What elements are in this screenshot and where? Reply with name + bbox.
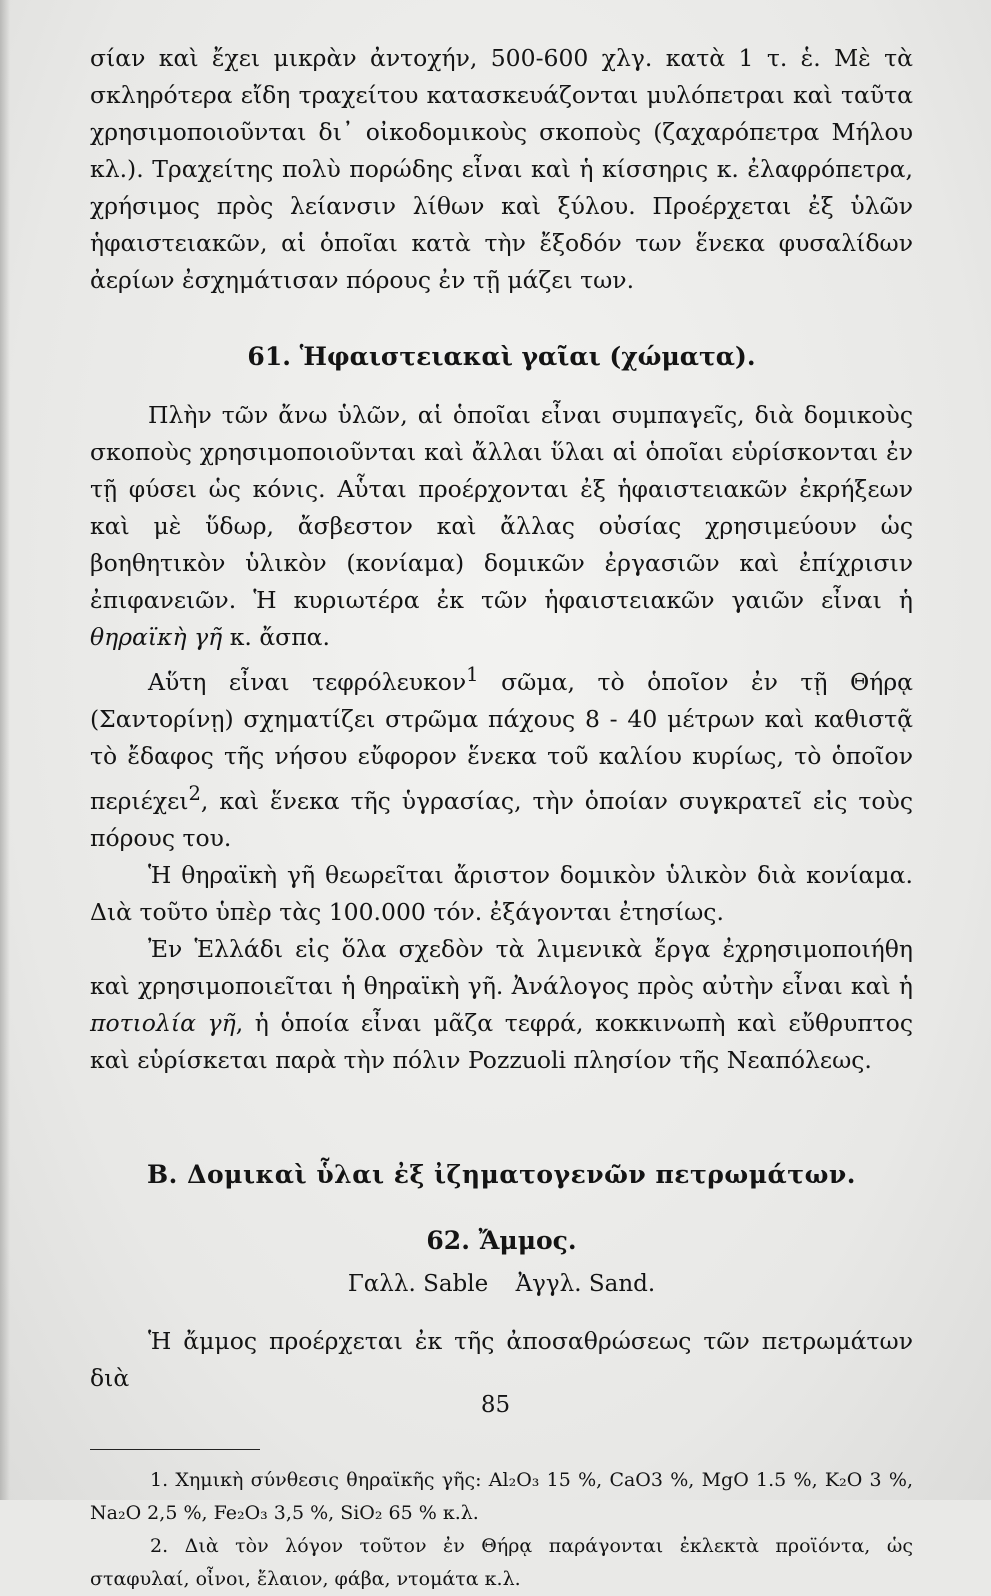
page-number: 85 bbox=[480, 1392, 511, 1418]
paragraph-building-material: Ἡ θηραϊκὴ γῆ θεωρεῖται ἄριστον δομικὸν ὑλικὸν διὰ κονίαμα. Διὰ τοῦτο ὑπὲρ τὰς 100.000 τόν. ἐξάγονται ἐτησίως. bbox=[90, 860, 913, 926]
translation-english: Ἀγγλ. Sand. bbox=[515, 1270, 656, 1297]
footnote-divider bbox=[90, 1449, 260, 1450]
paragraph-thera-composition: Αὕτη εἶναι τεφρόλευκον$^1$ σῶμα, τὸ ὁποῖον ἐν τῇ Θήρᾳ (Σαντορίνῃ) σχηματίζει στρῶμα πάχους 8 - 40 μέτρων καὶ καθιστᾷ τὸ ἔδαφος τῆς νήσου εὔφορον ἕνεκα τοῦ καλίου κυρίως, τὸ ὁποῖον περιέχει$^2$, καὶ ἕνεκα τῆς ὑγρασίας, τὴν ὁποίαν συγκρατεῖ εἰς τοὺς πόρους του. bbox=[90, 663, 913, 852]
paragraph-harbour-works: Ἐν Ἑλλάδι εἰς ὅλα σχεδὸν τὰ λιμενικὰ ἔργα ἐχρησιμοποιήθη καὶ χρησιμοποιεῖται ἡ θηραϊκὴ γῆ. Ἀνάλογος πρὸς αὐτὴν εἶναι καὶ ἡ ποτιολία γῆ, ἡ ὁποία εἶναι μᾶζα τεφρά, κοκκινωπὴ καὶ εὔθρυπτος καὶ εὑρίσκεται παρὰ τὴν πόλιν Pozzuoli πλησίον τῆς Νεαπόλεως. bbox=[90, 934, 913, 1074]
footnote-ref-2: 2 bbox=[188, 781, 201, 805]
term-pozzolana: ποτιολία γῆ bbox=[90, 1008, 236, 1037]
paragraph-volcanic-earths: Πλὴν τῶν ἄνω ὑλῶν, αἱ ὁποῖαι εἶναι συμπαγεῖς, διὰ δομικοὺς σκοποὺς χρησιμοποιοῦνται καὶ ἄλλαι ὕλαι αἱ ὁποῖαι εὑρίσκονται ἐν τῇ φύσει ὡς κόνις. Αὗται προέρχονται ἐξ ἡφαιστειακῶν ἐκρήξεων καὶ μὲ ὕδωρ, ἄσβεστον καὶ ἄλλας οὐσίας χρησιμεύουν ὡς βοηθητικὸν ὑλικὸν (κονίαμα) δομικῶν ἐργασιῶν καὶ ἐπίχρισιν ἐπιφανειῶν. Ἡ κυριωτέρα ἐκ τῶν ἡφαιστειακῶν γαιῶν εἶναι ἡ θηραϊκὴ γῆ κ. ἄσπα. bbox=[90, 401, 913, 651]
section-61-heading: 61. Ἡφαιστειακαὶ γαῖαι (χώματα). bbox=[247, 342, 756, 371]
translation-french: Γαλλ. Sable bbox=[347, 1270, 489, 1297]
paragraph-sand: Ἡ ἄμμος προέρχεται ἐκ τῆς ἀποσαθρώσεως τῶν πετρωμάτων διὰ bbox=[90, 1326, 913, 1392]
section-62-heading: 62. Ἄμμος. bbox=[426, 1225, 577, 1255]
continuation-paragraph: σίαν καὶ ἔχει μικρὰν ἀντοχήν, 500-600 χλγ. κατὰ 1 τ. ἑ. Μὲ τὰ σκληρότερα εἴδη τραχείτου κατασκευάζονται μυλόπετραι καὶ ταῦτα χρησιμοποιοῦνται δι᾿ οἰκοδομικοὺς σκοποὺς (ζαχαρόπετρα Μήλου κλ.). Τραχείτης πολὺ πορώδης εἶναι καὶ ἡ κίσσηρις κ. ἐλαφρόπετρα, χρήσιμος πρὸς λείανσιν λίθων καὶ ξύλου. Προέρχεται ἐξ ὑλῶν ἡφαιστειακῶν, αἱ ὁποῖαι κατὰ τὴν ἔξοδόν των ἕνεκα φυσαλίδων ἀερίων ἐσχημάτισαν πόρους ἐν τῇ μάζει των. bbox=[90, 44, 913, 294]
footnote-2: 2. Διὰ τὸν λόγον τοῦτον ἐν Θήρᾳ παράγονται ἐκλεκτὰ προϊόντα, ὡς σταφυλαί, οἶνοι, ἔλαιον, φάβα, ντομάτα κ.λ. bbox=[90, 1534, 913, 1590]
section-b-heading: Β. Δομικαὶ ὗλαι ἐξ ἰζηματογενῶν πετρωμάτων. bbox=[147, 1159, 856, 1189]
footnote-ref-1: 1 bbox=[466, 663, 479, 686]
term-thera-earth: θηραϊκὴ γῆ bbox=[90, 623, 223, 651]
footnote-1: 1. Χημικὴ σύνθεσις θηραϊκῆς γῆς: Al₂O₃ 15 %, CaO3 %, MgO 1.5 %, K₂O 3 %, Na₂O 2,5 %, Fe₂O₃ 3,5 %, SiO₂ 65 % κ.λ. bbox=[90, 1468, 913, 1524]
translations-line bbox=[90, 1267, 913, 1301]
